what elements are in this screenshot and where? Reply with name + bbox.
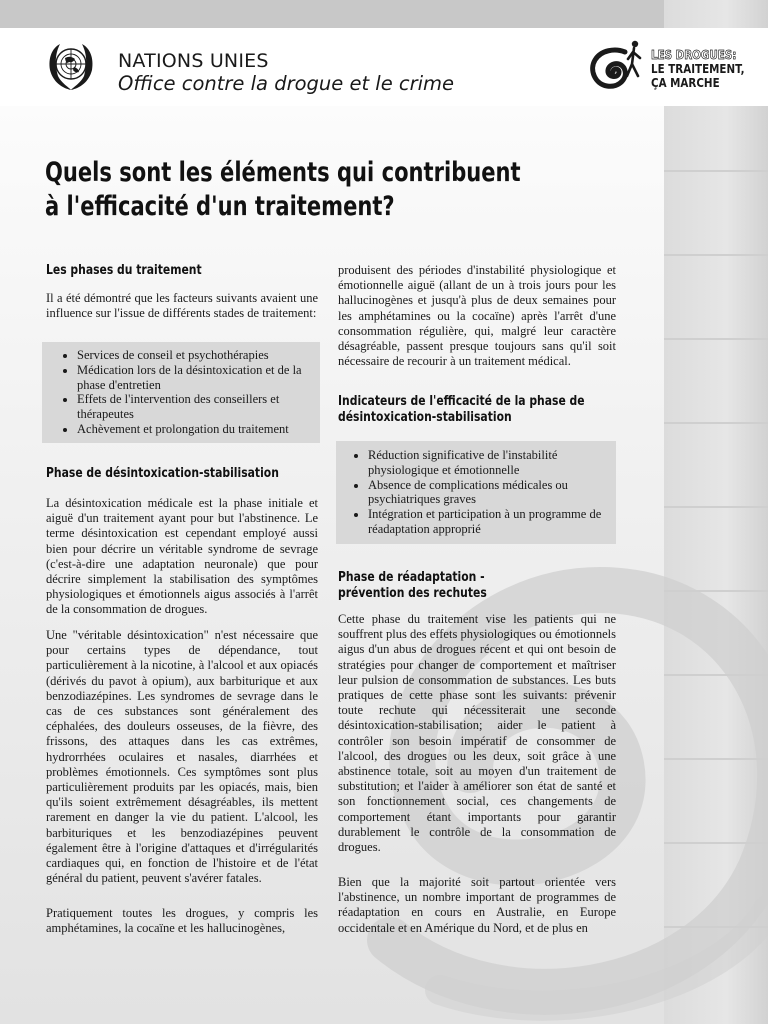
campaign-slogan-line3: ÇA MARCHE (651, 76, 720, 90)
top-gray-strip (0, 0, 664, 28)
page-title-line2: à l'efficacité d'un traitement? (45, 191, 395, 222)
list-item: • Intégration et participation à un programme de réadaptation approprié (368, 507, 610, 537)
campaign-slogan-line2: LE TRAITEMENT, (651, 62, 745, 76)
campaign-slogan (651, 48, 747, 90)
list-item: • Médication lors de la désintoxication et de la phase d'entretien (77, 363, 314, 393)
office-name: Office contre la drogue et le crime (118, 72, 455, 95)
list-item: • Effets de l'intervention des conseillers et thérapeutes (77, 392, 314, 422)
detox-heading: Phase de désintoxication-stabilisation (46, 465, 279, 481)
rehab-heading-line1: Phase de réadaptation - (338, 569, 485, 585)
phases-list (42, 348, 314, 437)
rehab-heading-line2: prévention des rechutes (338, 585, 487, 601)
phases-heading: Les phases du traitement (46, 262, 202, 278)
continuation-paragraph: produisent des périodes d'instabilité physiologique et émotionnelle aiguë (allant de un à trois jours pour les hallucinogènes et jusqu'à plus de deux semaines pour les amphétamines ou la cocaïne) après l'arrêt d'une consommation régulière, qui, malgré leur caractère désagréable, passent presque toujours sans qu'il soit nécessaire de recourir à un traitement médical. (338, 263, 616, 369)
indicators-heading-line2: désintoxication-stabilisation (338, 409, 512, 425)
org-name: NATIONS UNIES (118, 50, 269, 72)
list-item: • Absence de complications médicales ou psychiatriques graves (368, 478, 610, 508)
list-item: • Réduction significative de l'instabilité physiologique et émotionnelle (368, 448, 610, 478)
rehab-paragraph-1: Cette phase du traitement vise les patients qui ne souffrent plus des effets physiologiques ou émotionnels aigus d'un abus de drogues récent et qui ont besoin de stratégies pour changer de comportement et maîtriser leur pulsion de consommation de substances. Les buts pratiques de cette phase sont les suivants: prévenir toute rechute qui nécessiterait une seconde désintoxication-stabilisation; aider le patient à contrôler son besoin impératif de consommer de l'alcool, des drogues ou les deux, soit grâce à une abstinence totale, soit au moyen d'un traitement de substitution; et l'aider à améliorer son état de santé et son fonctionnement social, ces changements de comportement étant importants pour garantir durablement le contrôle de la consommation de drogues. (338, 612, 616, 855)
rehab-heading (338, 569, 487, 601)
indicators-heading-line1: Indicateurs de l'efficacité de la phase de (338, 393, 585, 409)
phases-intro: Il a été démontré que les facteurs suivants avaient une influence sur l'issue de différents stades de traitement: (46, 291, 318, 321)
un-emblem-icon (44, 40, 98, 94)
spiral-walker-icon (585, 38, 653, 96)
rehab-paragraph-2: Bien que la majorité soit partout orientée vers l'abstinence, un nombre important de programmes de réadaptation en cours en Australie, en Europe occidentale et en Amérique du Nord, et de plus en (338, 875, 616, 935)
indicators-list (336, 448, 610, 537)
phases-list-box (42, 342, 320, 443)
page-title-line1: Quels sont les éléments qui contribuent (45, 157, 521, 188)
detox-paragraph-3: Pratiquement toutes les drogues, y compris les amphétamines, la cocaïne et les hallucinogènes, (46, 906, 318, 936)
indicators-list-box (336, 441, 616, 544)
page-title (45, 156, 521, 224)
detox-paragraph-1: La désintoxication médicale est la phase initiale et aiguë d'un traitement ayant pour but l'abstinence. Le terme désintoxication est cependant employé aussi bien pour décrire un véritable syndrome de sevrage (c'est-à-dire une adaptation neuronale) que pour décrire simplement la stabilisation des symptômes physiologiques et émotionnels aigus associés à l'arrêt de la consommation de drogues. (46, 496, 318, 617)
list-item: • Achèvement et prolongation du traitement (77, 422, 314, 437)
detox-paragraph-2: Une "véritable désintoxication" n'est nécessaire que pour certains types de dépendance, tout particulièrement à la nicotine, à l'alcool et aux opiacés (dérivés du pavot à opium), aux barbiturique et aux benzodiazépines. Les syndromes de sevrage dans le cas de ces substances sont généralement des céphalées, des douleurs osseuses, de la fièvre, des frissons, des attaques dans les cas extrêmes, hydrorrhées oculaires et nasales, diarrhées et problèmes émotionnels. Ces symptômes sont plus particulièrement produits par les opiacés, mais, bien qu'ils soient extrêmement désagréables, ils mettent rarement en danger la vie du patient. L'alcool, les barbituriques et les benzodiazépines peuvent également être à l'origine d'attaques et d'irrégularités cardiaques qui, en fonction de l'histoire et de l'état général du patient, peuvent s'avérer fatales. (46, 628, 318, 886)
campaign-slogan-line1: LES DROGUES: (651, 48, 737, 62)
indicators-heading (338, 393, 585, 425)
list-item: • Services de conseil et psychothérapies (77, 348, 314, 363)
